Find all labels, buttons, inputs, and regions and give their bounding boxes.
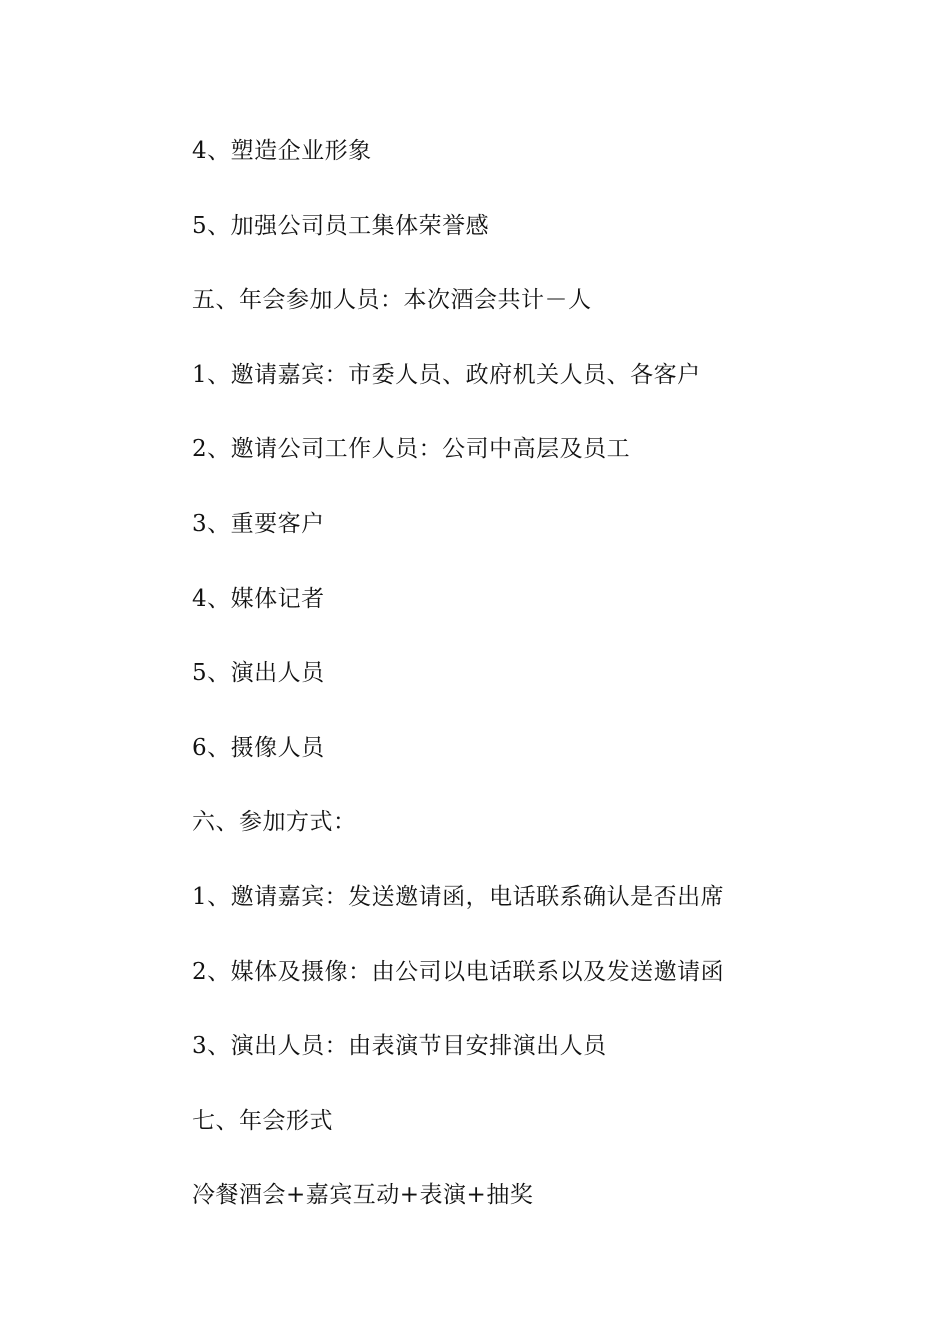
list-item-media-invitation-method: 2、媒体及摄像：由公司以电话联系以及发送邀请函 — [192, 958, 725, 985]
list-item-invited-guests: 1、邀请嘉宾：市委人员、政府机关人员、各客户 — [192, 361, 701, 388]
list-item-shape-corporate-image: 4、塑造企业形象 — [192, 138, 372, 164]
list-item-performers: 5、演出人员 — [192, 660, 325, 687]
event-format-description: 冷餐酒会+嘉宾互动+表演+抽奖 — [192, 1182, 534, 1209]
list-item-media-reporters: 4、媒体记者 — [192, 585, 325, 612]
list-item-team-honor: 5、加强公司员工集体荣誉感 — [192, 212, 490, 239]
list-item-company-staff: 2、邀请公司工作人员：公司中高层及员工 — [192, 436, 631, 463]
list-item-performer-arrangement: 3、演出人员：由表演节目安排演出人员 — [192, 1033, 607, 1060]
section-heading-attendees: 五、年会参加人员：本次酒会共计－人 — [192, 287, 592, 314]
list-item-camera-crew: 6、摄像人员 — [192, 734, 325, 761]
document-body — [192, 133, 832, 1252]
list-item-key-clients: 3、重要客户 — [192, 510, 325, 537]
section-heading-participation-method: 六、参加方式： — [192, 809, 357, 836]
section-heading-event-format: 七、年会形式 — [192, 1107, 333, 1134]
list-item-guest-invitation-method: 1、邀请嘉宾：发送邀请函，电话联系确认是否出席 — [192, 883, 725, 910]
